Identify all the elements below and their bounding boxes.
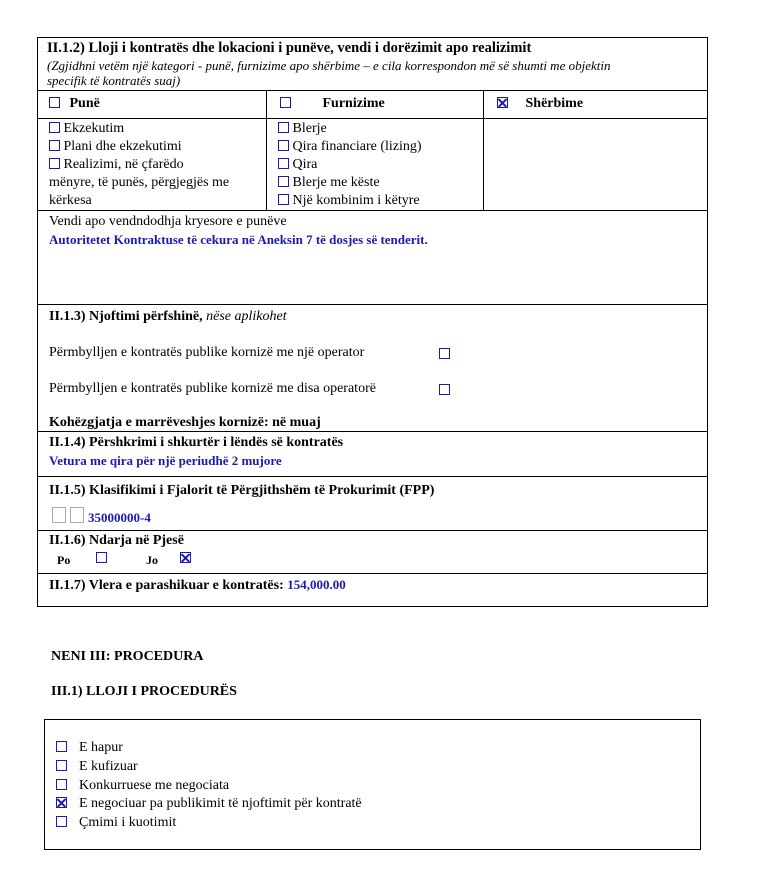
lots-yes-checkbox[interactable] [96, 552, 107, 563]
estimated-value-row [38, 574, 707, 608]
value-heading: II.1.7) Vlera e parashikuar e kontratës: [49, 578, 284, 593]
notice-option-single-operator: Përmbylljen e kontratës publike kornizë me një operator [49, 345, 365, 360]
supplies-option-leasing[interactable]: Qira financiare (lizing) [278, 139, 422, 155]
lots-yes-label: Po [57, 553, 71, 567]
category-options-row [38, 119, 707, 211]
procedure-option-price-quotation[interactable]: Çmimi i kuotimit [56, 815, 176, 831]
procedure-option-negotiated-without-publication[interactable]: E negociuar pa publikimit të njoftimit për kontratë [56, 796, 362, 812]
checkbox-icon[interactable] [278, 140, 289, 151]
notice-option-multiple-operators: Përmbylljen e kontratës publike kornizë me disa operatorë [49, 381, 376, 396]
category-header-row [38, 91, 707, 119]
checkbox-icon[interactable] [278, 122, 289, 133]
contract-type-instruction: (Zgjidhni vetëm një kategori - punë, furnizime apo shërbime – e cila korrespondon më së shumti me objektin [47, 58, 611, 73]
supplies-label: Furnizime [322, 96, 385, 111]
works-option-execution[interactable]: Ekzekutim [49, 121, 124, 137]
location-value: Autoritetet Kontraktuse të cekura në Aneksin 7 të dosjes së tenderit. [49, 232, 428, 247]
description-heading: II.1.4) Përshkrimi i shkurtër i lëndës së kontratës [49, 435, 344, 450]
subsection-title: III.1) LLOJI I PROCEDURËS [51, 684, 237, 699]
works-option-realization[interactable]: Realizimi, në çfarëdo [49, 157, 184, 173]
works-option-realization-cont: mënyre, të punës, përgjegjës me [49, 175, 230, 190]
contract-type-heading: II.1.2) Lloji i kontratës dhe lokacioni i punëve, vendi i dorëzimit apo realizimit [47, 40, 532, 56]
cpv-box-icon [52, 507, 66, 523]
checkbox-icon[interactable] [278, 194, 289, 205]
services-label: Shërbime [525, 96, 584, 111]
location-row [38, 211, 707, 305]
checkbox-icon[interactable] [49, 122, 60, 133]
works-option-realization-cont-2: kërkesa [49, 193, 92, 208]
multiple-operators-checkbox[interactable] [439, 384, 450, 395]
supplies-option-combination[interactable]: Një kombinim i këtyre [278, 193, 420, 209]
contract-type-instruction-2: specifik të kontratës suaj) [47, 73, 181, 88]
cpv-code: 35000000-4 [88, 510, 151, 525]
category-works[interactable] [38, 91, 266, 118]
section-title: NENI III: PROCEDURA [51, 649, 204, 664]
checkbox-icon[interactable] [49, 140, 60, 151]
checkbox-icon[interactable] [56, 741, 67, 752]
checkbox-icon[interactable] [56, 760, 67, 771]
checkbox-icon[interactable] [56, 816, 67, 827]
lots-no-checkbox[interactable] [180, 552, 191, 563]
works-option-design-execution[interactable]: Plani dhe ekzekutimi [49, 139, 182, 155]
framework-duration: Kohëzgjatja e marrëveshjes kornizë: në muaj [49, 415, 321, 430]
lots-no-label: Jo [146, 553, 158, 567]
short-description-row [38, 432, 707, 477]
supplies-option-hire-purchase[interactable]: Blerje me këste [278, 175, 380, 191]
cpv-box-icon [70, 507, 84, 523]
procedure-option-open[interactable]: E hapur [56, 740, 123, 756]
works-checkbox[interactable] [49, 97, 60, 108]
supplies-options [266, 119, 483, 210]
single-operator-checkbox[interactable] [439, 348, 450, 359]
works-options [38, 119, 266, 210]
location-label: Vendi apo vendndodhja kryesore e punëve [49, 214, 287, 229]
supplies-option-purchase[interactable]: Blerje [278, 121, 327, 137]
cpv-heading: II.1.5) Klasifikimi i Fjalorit të Përgjithshëm të Prokurimit (FPP) [49, 483, 435, 498]
contract-details-table [37, 37, 708, 607]
description-value: Vetura me qira për një periudhë 2 mujore [49, 453, 282, 468]
notice-heading: II.1.3) Njoftimi përfshinë, [49, 309, 203, 324]
procedure-type-box [44, 719, 701, 850]
notice-heading-note: nëse aplikohet [206, 309, 287, 324]
category-services[interactable] [483, 91, 707, 118]
category-supplies[interactable] [266, 91, 483, 118]
cpv-row [38, 477, 707, 531]
services-checkbox[interactable] [497, 97, 508, 108]
lots-heading: II.1.6) Ndarja në Pjesë [49, 533, 184, 548]
services-options [483, 119, 707, 210]
checkbox-icon[interactable] [56, 797, 67, 808]
checkbox-icon[interactable] [56, 779, 67, 790]
supplies-option-rent[interactable]: Qira [278, 157, 317, 173]
procedure-option-restricted[interactable]: E kufizuar [56, 759, 138, 775]
lots-row [38, 531, 707, 574]
value-amount: 154,000.00 [287, 577, 346, 592]
contract-type-heading-row [38, 38, 707, 91]
works-label: Punë [69, 96, 100, 111]
procedure-option-competitive-negotiation[interactable]: Konkurruese me negociata [56, 778, 229, 794]
checkbox-icon[interactable] [278, 158, 289, 169]
framework-notice-row [38, 305, 707, 432]
checkbox-icon[interactable] [278, 176, 289, 187]
supplies-checkbox[interactable] [280, 97, 291, 108]
checkbox-icon[interactable] [49, 158, 60, 169]
